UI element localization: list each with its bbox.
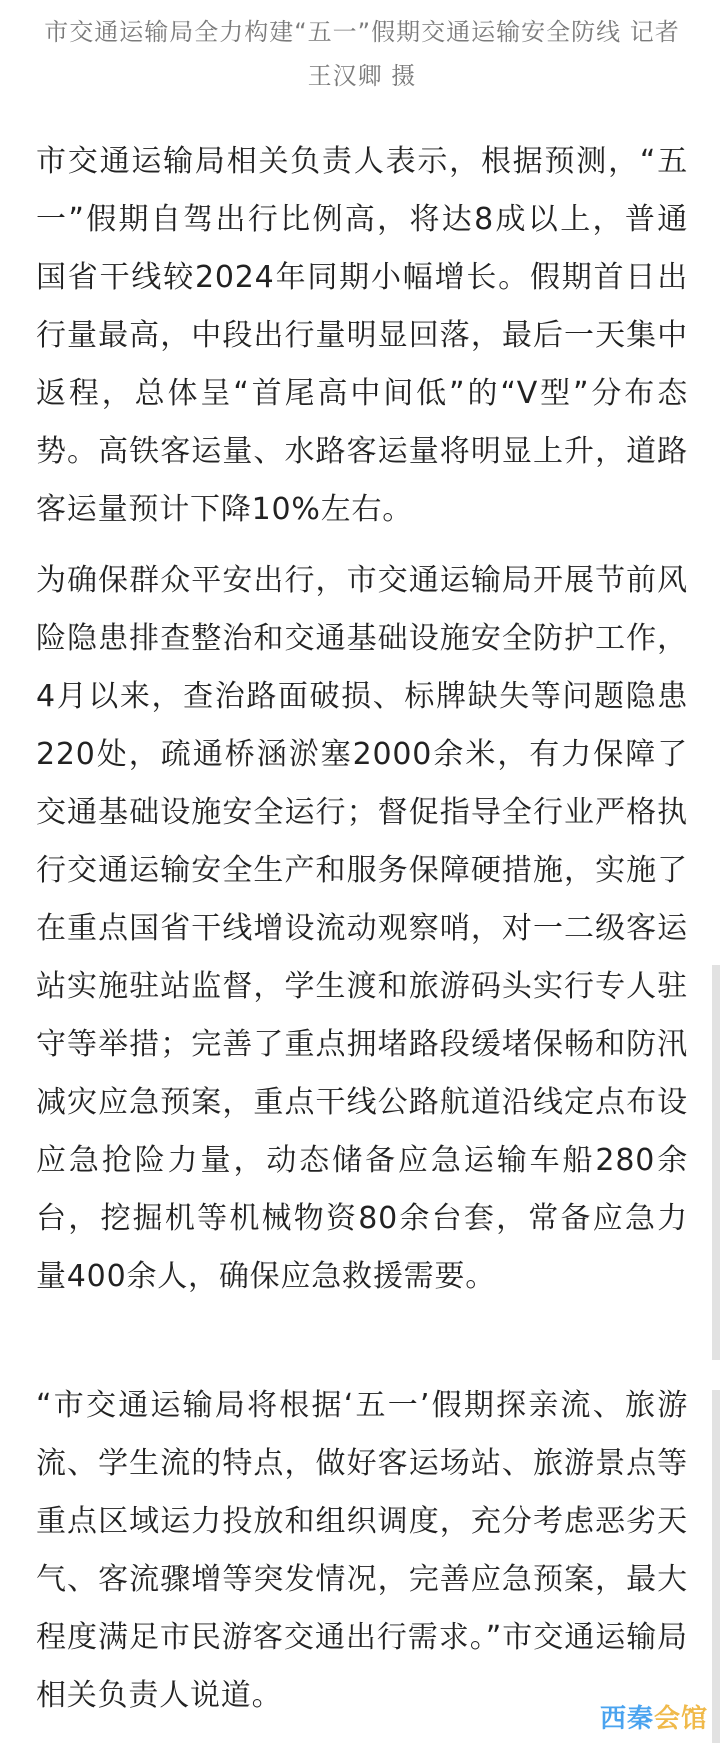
watermark-text-part2: 会馆 [653,1704,708,1734]
image-caption: 市交通运输局全力构建“五一”假期交通运输安全防线 记者 王汉卿 摄 [44,18,680,90]
article-paragraph-1: 市交通运输局相关负责人表示，根据预测，“五一”假期自驾出行比例高，将达8成以上，普通国省干线较2024年同期小幅增长。假期首日出行量最高，中段出行量明显回落，最后一天集中返程，总体呈“首尾高中间低”的“V型”分布态势。高铁客运量、水路客运量将明显上升，道路客运量预计下降10%左右。 [36,144,688,527]
article-paragraph-3: “市交通运输局将根据‘五一’假期探亲流、旅游流、学生流的特点，做好客运场站、旅游景点等重点区域运力投放和组织调度，充分考虑恶劣天气、客流骤增等突发情况，完善应急预案，最大程度满足市民游客交通出行需求。”市交通运输局相关负责人说道。 [36,1388,688,1713]
site-watermark-logo [600,1698,708,1735]
scrollbar-thumb[interactable] [712,1390,720,1743]
scrollbar-segment[interactable] [712,965,720,1360]
watermark-text-part1: 西秦 [599,1704,654,1734]
article-paragraph-2: 为确保群众平安出行，市交通运输局开展节前风险隐患排查整治和交通基础设施安全防护工作，4月以来，查治路面破损、标牌缺失等问题隐患220处，疏通桥涵淤塞2000余米，有力保障了交通基础设施安全运行；督促指导全行业严格执行交通运输安全生产和服务保障硬措施，实施了在重点国省干线增设流动观察哨，对一二级客运站实施驻站监督，学生渡和旅游码头实行专人驻守等举措；完善了重点拥堵路段缓堵保畅和防汛减灾应急预案，重点干线公路航道沿线定点布设应急抢险力量，动态储备应急运输车船280余台，挖掘机等机械物资80余台套，常备应急力量400余人，确保应急救援需要。 [36,563,688,1294]
